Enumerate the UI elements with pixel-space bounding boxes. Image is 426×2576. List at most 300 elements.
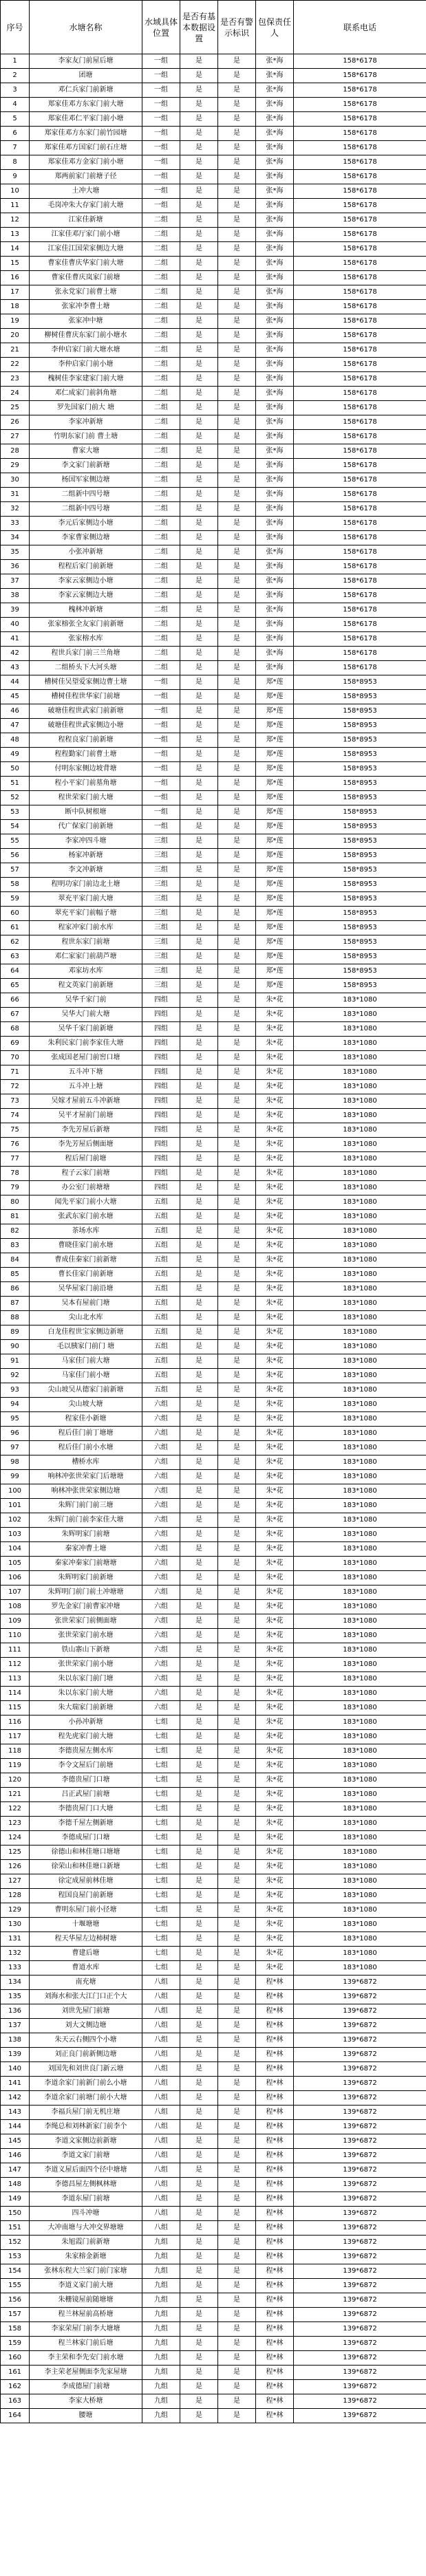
pond-name: 李家友门前屋后塘 — [30, 54, 142, 69]
pond-name: 破塘佳程世武家门前新塘 — [30, 704, 142, 719]
phone-number: 183*1080 — [294, 1542, 426, 1557]
warning-sign-flag: 是 — [218, 704, 256, 719]
pond-name: 徐德山和林佳塘口塘塘 — [30, 1846, 142, 1860]
pond-name: 李仲启家门前小塘 — [30, 358, 142, 372]
basic-data-flag: 是 — [180, 632, 218, 647]
row-index: 78 — [1, 1167, 30, 1181]
responsible-person: 张*海 — [256, 358, 294, 372]
table-row — [1, 1528, 426, 1542]
row-index: 1 — [1, 54, 30, 69]
row-index: 109 — [1, 1614, 30, 1629]
basic-data-flag: 是 — [180, 228, 218, 242]
location: 二组 — [142, 401, 180, 415]
phone-number: 139*6872 — [294, 2149, 426, 2163]
responsible-person: 朱*花 — [256, 1210, 294, 1224]
basic-data-flag: 是 — [180, 2062, 218, 2077]
responsible-person: 朱*花 — [256, 1412, 294, 1427]
row-index: 104 — [1, 1542, 30, 1557]
table-row — [1, 2192, 426, 2207]
pond-name: 吴华屋家门前沿塘 — [30, 1282, 142, 1297]
basic-data-flag: 是 — [180, 2106, 218, 2120]
warning-sign-flag: 是 — [218, 1903, 256, 1918]
basic-data-flag: 是 — [180, 1990, 218, 2004]
warning-sign-flag: 是 — [218, 979, 256, 993]
row-index: 152 — [1, 2236, 30, 2250]
basic-data-flag: 是 — [180, 690, 218, 704]
location: 二组 — [142, 314, 180, 329]
pond-name: 小张冲新塘 — [30, 545, 142, 560]
header-pond-name: 水塘名称 — [30, 1, 142, 54]
row-index: 115 — [1, 1701, 30, 1715]
basic-data-flag: 是 — [180, 2033, 218, 2048]
responsible-person: 程*林 — [256, 2380, 294, 2394]
basic-data-flag: 是 — [180, 2120, 218, 2134]
warning-sign-flag: 是 — [218, 2033, 256, 2048]
table-row — [1, 907, 426, 921]
pond-name: 程子云家门前塘 — [30, 1167, 142, 1181]
row-index: 24 — [1, 387, 30, 401]
row-index: 93 — [1, 1383, 30, 1398]
location: 九组 — [142, 2322, 180, 2337]
table-row — [1, 1455, 426, 1470]
pond-name: 郑家佳邓方东家门前大塘 — [30, 98, 142, 112]
pond-name: 江家佳新塘 — [30, 213, 142, 228]
row-index: 68 — [1, 1022, 30, 1037]
location: 八组 — [142, 2207, 180, 2221]
basic-data-flag: 是 — [180, 2236, 218, 2250]
warning-sign-flag: 是 — [218, 372, 256, 387]
warning-sign-flag: 是 — [218, 473, 256, 488]
table-row — [1, 1138, 426, 1152]
phone-number: 158*6178 — [294, 372, 426, 387]
table-row — [1, 1932, 426, 1947]
pond-name: 李道文家门前塘 — [30, 2149, 142, 2163]
pond-name: 大冲南塘与大冲交界塘塘 — [30, 2221, 142, 2236]
row-index: 25 — [1, 401, 30, 415]
basic-data-flag: 是 — [180, 1224, 218, 1239]
pond-name: 马家佳门前大塘 — [30, 1354, 142, 1369]
basic-data-flag: 是 — [180, 1195, 218, 1210]
responsible-person: 张*海 — [256, 632, 294, 647]
phone-number: 158*8953 — [294, 935, 426, 950]
phone-number: 158*6178 — [294, 473, 426, 488]
row-index: 145 — [1, 2134, 30, 2149]
table-row — [1, 805, 426, 820]
basic-data-flag: 是 — [180, 300, 218, 314]
basic-data-flag: 是 — [180, 618, 218, 632]
table-row — [1, 1672, 426, 1687]
pond-name: 刘正良门前新侧边塘 — [30, 2048, 142, 2062]
responsible-person: 张*海 — [256, 69, 294, 83]
table-row — [1, 358, 426, 372]
row-index: 18 — [1, 300, 30, 314]
table-row — [1, 329, 426, 343]
phone-number: 183*1080 — [294, 1499, 426, 1513]
phone-number: 183*1080 — [294, 1600, 426, 1614]
warning-sign-flag: 是 — [218, 1773, 256, 1788]
table-row — [1, 1947, 426, 1961]
location: 六组 — [142, 1672, 180, 1687]
table-row — [1, 589, 426, 603]
warning-sign-flag: 是 — [218, 1455, 256, 1470]
responsible-person: 朱*花 — [256, 1340, 294, 1354]
table-row — [1, 1687, 426, 1701]
row-index: 23 — [1, 372, 30, 387]
phone-number: 139*6872 — [294, 2322, 426, 2337]
phone-number: 183*1080 — [294, 1614, 426, 1629]
row-index: 153 — [1, 2250, 30, 2264]
basic-data-flag: 是 — [180, 2308, 218, 2322]
basic-data-flag: 是 — [180, 603, 218, 618]
row-index: 27 — [1, 430, 30, 444]
responsible-person: 朱*花 — [256, 1282, 294, 1297]
table-row — [1, 2062, 426, 2077]
table-row — [1, 979, 426, 993]
location: 六组 — [142, 1542, 180, 1557]
basic-data-flag: 是 — [180, 1643, 218, 1658]
table-row — [1, 2221, 426, 2236]
responsible-person: 程*林 — [256, 2308, 294, 2322]
row-index: 102 — [1, 1513, 30, 1528]
table-row — [1, 2236, 426, 2250]
warning-sign-flag: 是 — [218, 2192, 256, 2207]
responsible-person: 朱*花 — [256, 1773, 294, 1788]
location: 五组 — [142, 1224, 180, 1239]
location: 二组 — [142, 560, 180, 574]
basic-data-flag: 是 — [180, 1181, 218, 1195]
location: 一组 — [142, 112, 180, 127]
row-index: 59 — [1, 892, 30, 907]
responsible-person: 程*林 — [256, 2322, 294, 2337]
phone-number: 158*8953 — [294, 690, 426, 704]
table-row — [1, 459, 426, 473]
pond-name: 断中队树根塘 — [30, 805, 142, 820]
basic-data-flag: 是 — [180, 1585, 218, 1600]
warning-sign-flag: 是 — [218, 849, 256, 863]
row-index: 26 — [1, 415, 30, 430]
responsible-person: 朱*花 — [256, 1860, 294, 1874]
table-row — [1, 1759, 426, 1773]
location: 八组 — [142, 1976, 180, 1990]
pond-name: 二组桥头下大河头塘 — [30, 661, 142, 675]
location: 九组 — [142, 2351, 180, 2366]
basic-data-flag: 是 — [180, 1268, 218, 1282]
table-row — [1, 2380, 426, 2394]
location: 九组 — [142, 2308, 180, 2322]
phone-number: 183*1080 — [294, 1051, 426, 1065]
responsible-person: 朱*花 — [256, 1889, 294, 1903]
basic-data-flag: 是 — [180, 1369, 218, 1383]
table-row — [1, 98, 426, 112]
row-index: 110 — [1, 1629, 30, 1643]
basic-data-flag: 是 — [180, 531, 218, 545]
location: 一组 — [142, 777, 180, 791]
basic-data-flag: 是 — [180, 2380, 218, 2394]
phone-number: 139*6872 — [294, 2134, 426, 2149]
warning-sign-flag: 是 — [218, 791, 256, 805]
basic-data-flag: 是 — [180, 1065, 218, 1080]
warning-sign-flag: 是 — [218, 2250, 256, 2264]
pond-name: 刘世先屋门前塘 — [30, 2004, 142, 2019]
phone-number: 183*1080 — [294, 1585, 426, 1600]
row-index: 10 — [1, 184, 30, 199]
location: 六组 — [142, 1470, 180, 1484]
warning-sign-flag: 是 — [218, 1224, 256, 1239]
location: 七组 — [142, 1874, 180, 1889]
table-row — [1, 343, 426, 358]
phone-number: 183*1080 — [294, 1297, 426, 1311]
pond-name: 李德千屋左侧新塘 — [30, 1817, 142, 1831]
warning-sign-flag: 是 — [218, 2279, 256, 2293]
pond-name: 张家冲李曹土塘 — [30, 300, 142, 314]
basic-data-flag: 是 — [180, 1759, 218, 1773]
row-index: 57 — [1, 863, 30, 878]
phone-number: 183*1080 — [294, 1167, 426, 1181]
row-index: 37 — [1, 574, 30, 589]
warning-sign-flag: 是 — [218, 1268, 256, 1282]
warning-sign-flag: 是 — [218, 2019, 256, 2033]
table-row — [1, 184, 426, 199]
basic-data-flag: 是 — [180, 1109, 218, 1123]
location: 四组 — [142, 1080, 180, 1094]
row-index: 95 — [1, 1412, 30, 1427]
table-row — [1, 1094, 426, 1109]
table-row — [1, 892, 426, 907]
basic-data-flag: 是 — [180, 2163, 218, 2178]
table-row — [1, 517, 426, 531]
warning-sign-flag: 是 — [218, 2380, 256, 2394]
pond-name: 程后佳门前小水塘 — [30, 1441, 142, 1455]
pond-name: 张家榕水库 — [30, 632, 142, 647]
responsible-person: 朱*花 — [256, 1109, 294, 1123]
responsible-person: 程*林 — [256, 2048, 294, 2062]
warning-sign-flag: 是 — [218, 589, 256, 603]
warning-sign-flag: 是 — [218, 1976, 256, 1990]
phone-number: 139*6872 — [294, 2351, 426, 2366]
phone-number: 183*1080 — [294, 1195, 426, 1210]
warning-sign-flag: 是 — [218, 2322, 256, 2337]
pond-name: 曹明东屋门前小径塘 — [30, 1903, 142, 1918]
table-row — [1, 632, 426, 647]
location: 四组 — [142, 1037, 180, 1051]
table-row — [1, 1383, 426, 1398]
responsible-person: 朱*花 — [256, 1008, 294, 1022]
responsible-person: 程*林 — [256, 2221, 294, 2236]
warning-sign-flag: 是 — [218, 2149, 256, 2163]
table-row — [1, 401, 426, 415]
warning-sign-flag: 是 — [218, 2091, 256, 2106]
basic-data-flag: 是 — [180, 1846, 218, 1860]
location: 九组 — [142, 2366, 180, 2380]
phone-number: 158*8953 — [294, 964, 426, 979]
responsible-person: 张*海 — [256, 98, 294, 112]
responsible-person: 张*海 — [256, 603, 294, 618]
table-row — [1, 2351, 426, 2366]
location: 一组 — [142, 748, 180, 762]
phone-number: 183*1080 — [294, 1802, 426, 1817]
row-index: 35 — [1, 545, 30, 560]
header-location: 水域具体位置 — [142, 1, 180, 54]
phone-number: 158*6178 — [294, 459, 426, 473]
pond-name: 程程良家门前新塘 — [30, 733, 142, 748]
responsible-person: 郑*莲 — [256, 921, 294, 935]
location: 九组 — [142, 2380, 180, 2394]
basic-data-flag: 是 — [180, 1383, 218, 1398]
warning-sign-flag: 是 — [218, 1340, 256, 1354]
warning-sign-flag: 是 — [218, 661, 256, 675]
location: 六组 — [142, 1629, 180, 1643]
warning-sign-flag: 是 — [218, 1412, 256, 1427]
warning-sign-flag: 是 — [218, 1730, 256, 1744]
phone-number: 183*1080 — [294, 1354, 426, 1369]
warning-sign-flag: 是 — [218, 1239, 256, 1253]
responsible-person: 程*林 — [256, 2394, 294, 2409]
pond-name: 李家云家侧边大塘 — [30, 589, 142, 603]
responsible-person: 程*林 — [256, 2134, 294, 2149]
pond-name: 小孙冲新塘 — [30, 1715, 142, 1730]
location: 二组 — [142, 632, 180, 647]
responsible-person: 朱*花 — [256, 1383, 294, 1398]
location: 七组 — [142, 1831, 180, 1846]
table-row — [1, 2091, 426, 2106]
warning-sign-flag: 是 — [218, 2134, 256, 2149]
responsible-person: 张*海 — [256, 387, 294, 401]
warning-sign-flag: 是 — [218, 1008, 256, 1022]
row-index: 7 — [1, 141, 30, 155]
responsible-person: 朱*花 — [256, 1542, 294, 1557]
phone-number: 158*6178 — [294, 228, 426, 242]
row-index: 114 — [1, 1687, 30, 1701]
basic-data-flag: 是 — [180, 2322, 218, 2337]
basic-data-flag: 是 — [180, 545, 218, 560]
location: 二组 — [142, 647, 180, 661]
responsible-person: 张*海 — [256, 647, 294, 661]
responsible-person: 张*海 — [256, 285, 294, 300]
location: 一组 — [142, 704, 180, 719]
warning-sign-flag: 是 — [218, 1195, 256, 1210]
phone-number: 158*6178 — [294, 647, 426, 661]
phone-number: 158*6178 — [294, 300, 426, 314]
row-index: 123 — [1, 1817, 30, 1831]
location: 六组 — [142, 1557, 180, 1571]
basic-data-flag: 是 — [180, 1340, 218, 1354]
pond-name: 朱天云右侧四个小塘 — [30, 2033, 142, 2048]
responsible-person: 朱*花 — [256, 1788, 294, 1802]
responsible-person: 郑*莲 — [256, 762, 294, 777]
location: 七组 — [142, 1932, 180, 1947]
row-index: 15 — [1, 257, 30, 271]
row-index: 75 — [1, 1123, 30, 1138]
table-row — [1, 2019, 426, 2033]
warning-sign-flag: 是 — [218, 1585, 256, 1600]
location: 七组 — [142, 1889, 180, 1903]
warning-sign-flag: 是 — [218, 387, 256, 401]
row-index: 120 — [1, 1773, 30, 1788]
row-index: 105 — [1, 1557, 30, 1571]
row-index: 89 — [1, 1325, 30, 1340]
responsible-person: 程*林 — [256, 2337, 294, 2351]
location: 六组 — [142, 1499, 180, 1513]
row-index: 38 — [1, 589, 30, 603]
table-row — [1, 1788, 426, 1802]
table-row — [1, 199, 426, 213]
phone-number: 158*6178 — [294, 444, 426, 459]
warning-sign-flag: 是 — [218, 69, 256, 83]
location: 八组 — [142, 2062, 180, 2077]
basic-data-flag: 是 — [180, 257, 218, 271]
basic-data-flag: 是 — [180, 762, 218, 777]
row-index: 29 — [1, 459, 30, 473]
warning-sign-flag: 是 — [218, 300, 256, 314]
table-row — [1, 1903, 426, 1918]
basic-data-flag: 是 — [180, 1889, 218, 1903]
responsible-person: 张*海 — [256, 199, 294, 213]
row-index: 108 — [1, 1600, 30, 1614]
row-index: 61 — [1, 921, 30, 935]
location: 一组 — [142, 83, 180, 98]
responsible-person: 程*林 — [256, 2120, 294, 2134]
table-row — [1, 1470, 426, 1484]
warning-sign-flag: 是 — [218, 1788, 256, 1802]
location: 二组 — [142, 574, 180, 589]
pond-name: 吴华大门前大塘 — [30, 1008, 142, 1022]
table-row — [1, 1253, 426, 1268]
location: 二组 — [142, 343, 180, 358]
table-row — [1, 155, 426, 170]
table-row — [1, 271, 426, 285]
location: 三组 — [142, 935, 180, 950]
location: 四组 — [142, 1167, 180, 1181]
responsible-person: 张*海 — [256, 560, 294, 574]
row-index: 101 — [1, 1499, 30, 1513]
phone-number: 158*6178 — [294, 127, 426, 141]
basic-data-flag: 是 — [180, 1412, 218, 1427]
row-index: 132 — [1, 1947, 30, 1961]
table-row — [1, 1080, 426, 1094]
table-row — [1, 1802, 426, 1817]
basic-data-flag: 是 — [180, 1773, 218, 1788]
responsible-person: 程*林 — [256, 2033, 294, 2048]
table-row — [1, 675, 426, 690]
table-row — [1, 1860, 426, 1874]
warning-sign-flag: 是 — [218, 401, 256, 415]
phone-number: 158*8953 — [294, 733, 426, 748]
responsible-person: 张*海 — [256, 661, 294, 675]
responsible-person: 朱*花 — [256, 1730, 294, 1744]
phone-number: 183*1080 — [294, 1701, 426, 1715]
row-index: 118 — [1, 1744, 30, 1759]
basic-data-flag: 是 — [180, 1687, 218, 1701]
row-index: 80 — [1, 1195, 30, 1210]
warning-sign-flag: 是 — [218, 2120, 256, 2134]
responsible-person: 朱*花 — [256, 1629, 294, 1643]
table-row — [1, 1744, 426, 1759]
warning-sign-flag: 是 — [218, 1253, 256, 1268]
pond-name: 茶场水库 — [30, 1224, 142, 1239]
phone-number: 183*1080 — [294, 1094, 426, 1109]
phone-number: 158*8953 — [294, 950, 426, 964]
location: 二组 — [142, 300, 180, 314]
pond-name: 程先虎家门前大塘 — [30, 1730, 142, 1744]
phone-number: 158*6178 — [294, 170, 426, 184]
table-row — [1, 1325, 426, 1340]
pond-name: 刘大文侧边塘 — [30, 2019, 142, 2033]
basic-data-flag: 是 — [180, 1094, 218, 1109]
pond-name: 尖山北水库 — [30, 1311, 142, 1325]
pond-name: 李道义屋后面四个径中塘塘 — [30, 2163, 142, 2178]
responsible-person: 朱*花 — [256, 1239, 294, 1253]
warning-sign-flag: 是 — [218, 1354, 256, 1369]
